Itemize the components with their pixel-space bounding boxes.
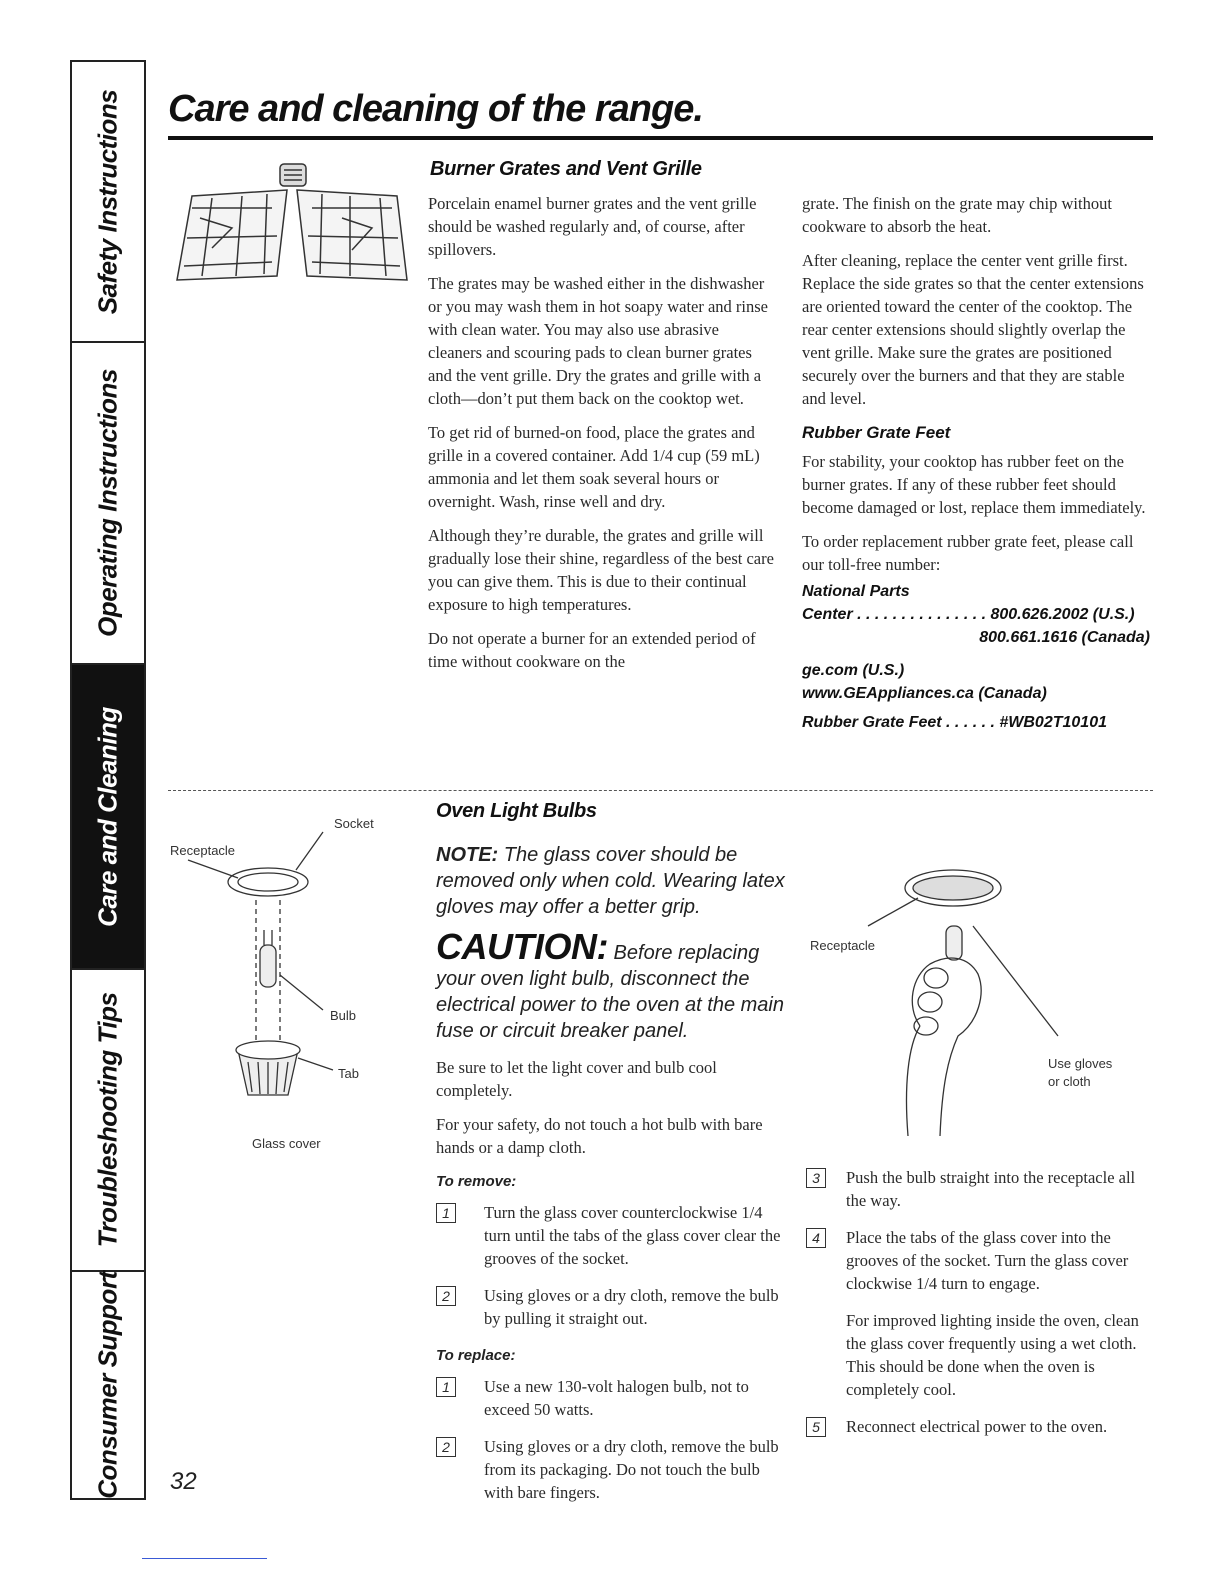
paragraph: For your safety, do not touch a hot bulb with bare hands or a damp cloth. bbox=[436, 1115, 763, 1157]
label-receptacle-2: Receptacle bbox=[810, 938, 876, 953]
step-item: 2 Using gloves or a dry cloth, remove the bulb by pulling it straight out. bbox=[436, 1284, 788, 1330]
website-us[interactable]: ge.com (U.S.) bbox=[802, 662, 905, 679]
phone-canada: 800.661.1616 (Canada) bbox=[979, 629, 1150, 646]
page-title: Care and cleaning of the range. bbox=[168, 88, 703, 130]
section-divider bbox=[168, 790, 1153, 791]
caution-block bbox=[436, 926, 788, 1044]
note-label: NOTE: bbox=[436, 844, 499, 866]
label-use-gloves: Use gloves bbox=[1048, 1056, 1113, 1071]
burner-column-2 bbox=[802, 192, 1150, 734]
part-number: Rubber Grate Feet . . . . . . #WB02T10101 bbox=[802, 714, 1107, 731]
oven-light-heading: Oven Light Bulbs bbox=[436, 800, 597, 822]
tab-safety-instructions[interactable]: Safety Instructions bbox=[72, 60, 144, 343]
section-tabs bbox=[70, 60, 146, 1500]
label-glass-cover: Glass cover bbox=[252, 1136, 321, 1151]
oven-light-exploded-diagram bbox=[168, 800, 408, 1160]
rubber-grate-feet-heading: Rubber Grate Feet bbox=[802, 423, 951, 442]
paragraph: To get rid of burned-on food, place the grates and grille in a covered container. Add 1/4 cup (59 mL) ammonia and let them soak several hours or overnight. Wash, rinse well and dry. bbox=[428, 423, 760, 511]
burner-grates-illustration bbox=[172, 158, 412, 293]
bulb-insertion-illustration bbox=[808, 826, 1128, 1156]
oven-column-2 bbox=[806, 1166, 1146, 1452]
note-text: The glass cover should be removed only when cold. Wearing latex gloves may offer a better grip. bbox=[436, 844, 785, 918]
parts-contact bbox=[802, 580, 1150, 734]
label-socket: Socket bbox=[334, 816, 374, 831]
paragraph: For stability, your cooktop has rubber feet on the burner grates. If any of these rubber feet should become damaged or lost, replace them immediately. bbox=[802, 452, 1146, 517]
oven-column-1 bbox=[436, 842, 788, 1518]
to-remove-heading: To remove: bbox=[436, 1173, 517, 1190]
step-item: 1 Turn the glass cover counterclockwise 1/4 turn until the tabs of the glass cover clear the grooves of the socket. bbox=[436, 1201, 788, 1270]
paragraph: grate. The finish on the grate may chip without cookware to absorb the heat. bbox=[802, 194, 1112, 236]
label-or-cloth: or cloth bbox=[1048, 1074, 1091, 1089]
paragraph: To order replacement rubber grate feet, please call our toll-free number: bbox=[802, 532, 1134, 574]
step-item: 3 Push the bulb straight into the receptacle all the way. bbox=[806, 1166, 1146, 1212]
tab-care-and-cleaning[interactable]: Care and Cleaning bbox=[72, 665, 144, 970]
caution-text: Before replacing your oven light bulb, disconnect the electrical power to the oven at the main fuse or circuit breaker panel. bbox=[436, 942, 784, 1042]
paragraph: Porcelain enamel burner grates and the vent grille should be washed regularly and, of course, after spillovers. bbox=[428, 194, 757, 259]
label-receptacle: Receptacle bbox=[170, 843, 236, 858]
phone-us: Center . . . . . . . . . . . . . . . 800.626.2002 (U.S.) bbox=[802, 606, 1135, 623]
cleaning-tip: For improved lighting inside the oven, clean the glass cover frequently using a wet cloth. This should be done when the oven is completely cool. bbox=[846, 1311, 1139, 1399]
title-divider bbox=[168, 136, 1153, 140]
page-number: 32 bbox=[170, 1468, 197, 1495]
note-block bbox=[436, 842, 788, 920]
step-item: 5 Reconnect electrical power to the oven. bbox=[806, 1415, 1146, 1438]
website-canada[interactable]: www.GEAppliances.ca (Canada) bbox=[802, 685, 1047, 702]
tab-troubleshooting-tips[interactable]: Troubleshooting Tips bbox=[72, 970, 144, 1272]
paragraph: After cleaning, replace the center vent grille first. Replace the side grates so that the center extensions are oriented toward the center of the cooktop. The rear center extensions should slightly overlap the vent grille. Make sure the grates are positioned securely over the burners and that they are stable and level. bbox=[802, 251, 1144, 408]
caution-label: CAUTION: bbox=[436, 926, 608, 967]
tab-operating-instructions[interactable]: Operating Instructions bbox=[72, 343, 144, 665]
step-item: 2 Using gloves or a dry cloth, remove the bulb from its packaging. Do not touch the bulb with bare fingers. bbox=[436, 1435, 788, 1504]
label-bulb: Bulb bbox=[330, 1008, 357, 1023]
paragraph: Although they’re durable, the grates and grille will gradually lose their shine, regardless of the best care you can give them. This is due to their continual exposure to high temperatures. bbox=[428, 526, 774, 614]
to-replace-heading: To replace: bbox=[436, 1347, 516, 1364]
tab-consumer-support[interactable]: Consumer Support bbox=[72, 1272, 144, 1500]
label-tab: Tab bbox=[338, 1066, 359, 1081]
contact-line: National Parts bbox=[802, 583, 910, 600]
footer-divider bbox=[142, 1558, 267, 1559]
step-item: 4 Place the tabs of the glass cover into the grooves of the socket. Turn the glass cover clockwise 1/4 turn to engage. bbox=[806, 1226, 1146, 1295]
paragraph: The grates may be washed either in the dishwasher or you may wash them in hot soapy water and rinse with clean water. You may also use abrasive cleaners and scouring pads to clean burner grates and the vent grille. Dry the grates and grille with a cloth—don’t put them back on the cooktop wet. bbox=[428, 274, 769, 408]
burner-column-1 bbox=[428, 192, 776, 684]
step-item: 1 Use a new 130-volt halogen bulb, not to exceed 50 watts. bbox=[436, 1375, 788, 1421]
burner-heading: Burner Grates and Vent Grille bbox=[430, 158, 702, 180]
paragraph: Be sure to let the light cover and bulb cool completely. bbox=[436, 1058, 717, 1100]
paragraph: Do not operate a burner for an extended period of time without cookware on the bbox=[428, 629, 756, 671]
